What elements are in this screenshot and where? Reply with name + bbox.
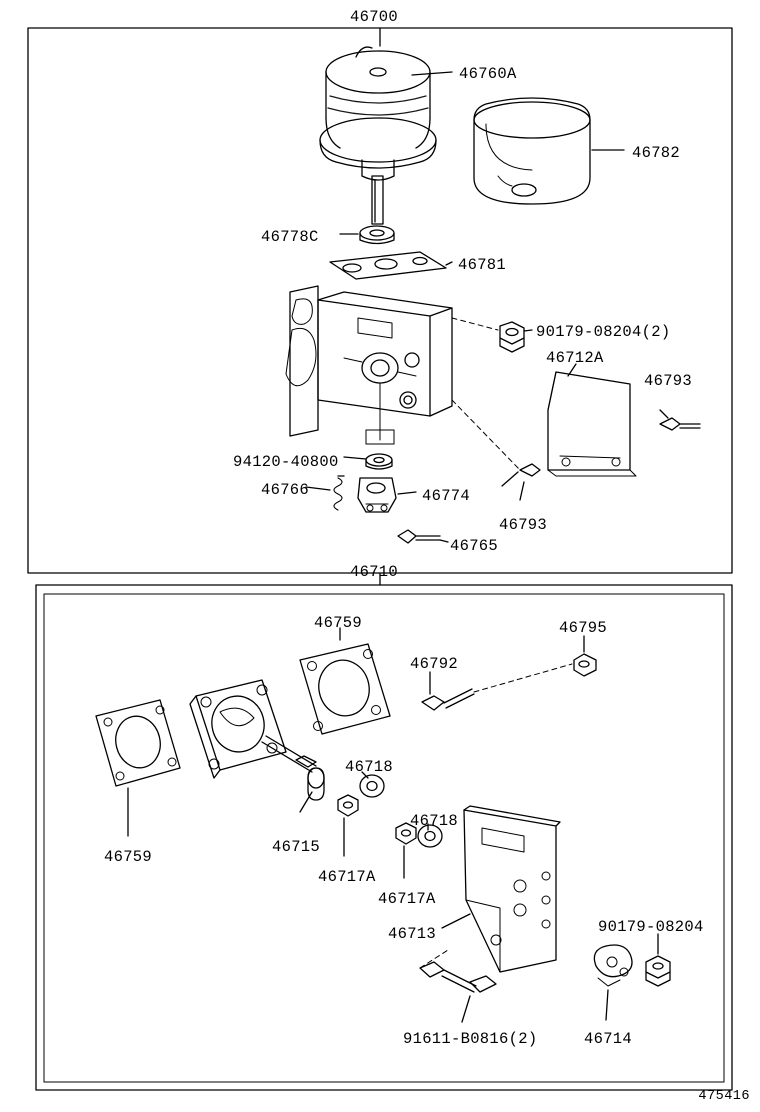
label-46781: 46781 (458, 256, 507, 274)
label-46759-left: 46759 (104, 848, 153, 866)
part-46781-shape (330, 252, 446, 279)
part-46714-shape (594, 945, 632, 986)
label-46792: 46792 (410, 655, 459, 673)
part-46793-bolt-left (502, 464, 540, 486)
part-90179-08204-nut-top (500, 322, 524, 352)
label-46793-left: 46793 (499, 516, 548, 534)
label-94120-40800: 94120-40800 (233, 453, 339, 471)
part-46774-shape (358, 478, 396, 512)
frame-bottom-group (36, 585, 732, 1090)
label-46710: 46710 (350, 563, 399, 581)
part-46765-shape (398, 530, 440, 543)
label-46795: 46795 (559, 619, 608, 637)
label-46782: 46782 (632, 144, 681, 162)
label-46718-b: 46718 (410, 812, 459, 830)
part-46712a-shape (548, 372, 636, 476)
label-46715: 46715 (272, 838, 321, 856)
part-valve-body-center (190, 680, 316, 778)
label-46717a-b: 46717A (378, 890, 436, 908)
label-46714: 46714 (584, 1030, 633, 1048)
leader-46774 (398, 492, 416, 494)
part-46795-shape (574, 654, 596, 676)
part-46793-bolt-right (660, 418, 700, 430)
part-46718-washer-a (360, 775, 384, 797)
part-94120-40800-shape (366, 454, 392, 469)
leader-46713 (442, 914, 470, 928)
label-46718-a: 46718 (345, 758, 394, 776)
label-46766: 46766 (261, 481, 310, 499)
part-46766-shape (334, 476, 344, 510)
label-46759-right: 46759 (314, 614, 363, 632)
frame-bottom-inner (44, 594, 724, 1082)
label-46712a: 46712A (546, 349, 604, 367)
sheet-code: 475416 (698, 1089, 750, 1104)
part-46759-gasket-left (96, 700, 180, 786)
part-46712-bracket-main (286, 286, 452, 444)
label-46713: 46713 (388, 925, 437, 943)
part-46759-gasket-right (300, 644, 390, 734)
label-46778c: 46778C (261, 228, 319, 246)
label-46717a-a: 46717A (318, 868, 376, 886)
label-46774: 46774 (422, 487, 471, 505)
part-46713-shape (464, 806, 560, 972)
part-46760a-shape (320, 47, 436, 224)
label-91611-b0816-2: 91611-B0816(2) (403, 1030, 538, 1048)
frame-top-group (28, 28, 732, 573)
part-90179-08204-nut-bottom (646, 956, 670, 986)
label-46765: 46765 (450, 537, 499, 555)
part-91611-b0816-shape (420, 962, 496, 992)
part-46778c-shape (360, 226, 394, 244)
leader-46760a (412, 72, 452, 75)
label-46760a: 46760A (459, 65, 517, 83)
label-46700: 46700 (350, 8, 399, 26)
part-46782-shape (474, 98, 590, 204)
part-46717a-nut-a (338, 795, 358, 816)
label-90179-08204-2: 90179-08204(2) (536, 323, 671, 341)
label-46793-right: 46793 (644, 372, 693, 390)
label-90179-08204: 90179-08204 (598, 918, 704, 936)
leader-46781 (446, 262, 452, 265)
